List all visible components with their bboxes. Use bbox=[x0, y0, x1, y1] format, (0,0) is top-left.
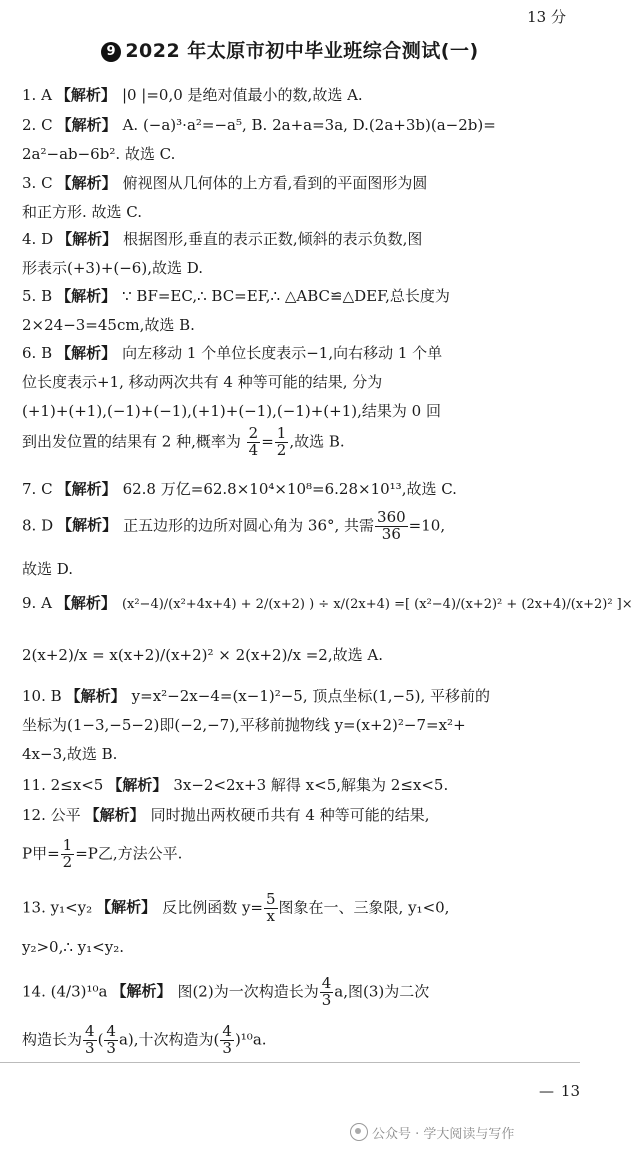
analysis-tag: 【解析】 bbox=[111, 982, 172, 1001]
watermark bbox=[350, 1123, 514, 1142]
analysis-text: A. (−a)³·a²=−a⁵, B. 2a+a=3a, D.(2a+3b)(a−2b)= bbox=[122, 116, 496, 134]
footer-divider bbox=[0, 1062, 580, 1063]
analysis-text: a),十次构造为( bbox=[118, 1030, 220, 1049]
answer-number: 12. 公平 bbox=[22, 806, 81, 824]
analysis-tag: 【解析】 bbox=[56, 287, 117, 305]
page-score-label: 13 分 bbox=[527, 8, 566, 26]
analysis-text: 2×24−3=45cm,故选 B. bbox=[22, 316, 195, 334]
analysis-tag: 【解析】 bbox=[56, 116, 117, 134]
analysis-tag: 【解析】 bbox=[56, 344, 117, 362]
analysis-text: 2a²−ab−6b². 故选 C. bbox=[22, 145, 176, 163]
analysis-text: 2(x+2)/x = x(x+2)/(x+2)² × 2(x+2)/x =2,故选 A. bbox=[22, 646, 383, 664]
answer-number: 6. B bbox=[22, 344, 53, 362]
wechat-icon bbox=[350, 1123, 368, 1141]
answer-number: 8. D bbox=[22, 516, 54, 535]
analysis-tag: 【解析】 bbox=[84, 806, 145, 824]
analysis-tag: 【解析】 bbox=[55, 86, 116, 104]
answer-number: 1. A bbox=[22, 86, 52, 104]
answer-number: 5. B bbox=[22, 287, 53, 305]
analysis-text: 俯视图从几何体的上方看,看到的平面图形为圆 bbox=[122, 174, 428, 192]
analysis-text: 构造长为 bbox=[22, 1030, 83, 1049]
fraction: $\frac{4}{3}$ bbox=[222, 1022, 232, 1057]
answer-number: 14. (4/3)¹⁰a bbox=[22, 982, 108, 1001]
analysis-tag: 【解析】 bbox=[65, 687, 126, 705]
analysis-text: y=x²−2x−4=(x−1)²−5, 顶点坐标(1,−5), 平移前的 bbox=[131, 687, 491, 705]
fraction: $\frac{4}{3}$ bbox=[85, 1022, 95, 1057]
answer-number: 3. C bbox=[22, 174, 53, 192]
fraction: $\frac{1}{2}$ bbox=[62, 836, 73, 871]
analysis-tag: 【解析】 bbox=[56, 480, 117, 498]
answer-number: 10. B bbox=[22, 687, 62, 705]
answer-number: 11. 2≤x<5 bbox=[22, 776, 104, 794]
analysis-text: 和正方形. 故选 C. bbox=[22, 203, 143, 221]
analysis-text: 正五边形的边所对圆心角为 36°, 共需 bbox=[123, 516, 375, 535]
analysis-tag: 【解析】 bbox=[107, 776, 168, 794]
fraction: $\frac{5}{x}$ bbox=[266, 890, 276, 925]
analysis-text: =P乙,方法公平. bbox=[75, 844, 183, 863]
analysis-text: 根据图形,垂直的表示正数,倾斜的表示负数,图 bbox=[123, 230, 423, 248]
answer-number: 13. y₁<y₂ bbox=[22, 898, 93, 917]
analysis-tag: 【解析】 bbox=[96, 898, 157, 917]
fraction: $\frac{4}{3}$ bbox=[106, 1022, 116, 1057]
analysis-text: 到出发位置的结果有 2 种,概率为 bbox=[22, 432, 241, 451]
analysis-text: 同时抛出两枚硬币共有 4 种等可能的结果, bbox=[150, 806, 430, 824]
analysis-tag: 【解析】 bbox=[57, 516, 118, 535]
answer-number: 7. C bbox=[22, 480, 53, 498]
analysis-tag: 【解析】 bbox=[55, 594, 116, 612]
analysis-text: a,图(3)为二次 bbox=[334, 982, 430, 1001]
analysis-text: 图(2)为一次构造长为 bbox=[177, 982, 319, 1001]
analysis-text: 反比例函数 y= bbox=[162, 898, 263, 917]
analysis-text: 形表示(+3)+(−6),故选 D. bbox=[22, 259, 203, 277]
answer-number: 4. D bbox=[22, 230, 54, 248]
analysis-text: 位长度表示+1, 移动两次共有 4 种等可能的结果, 分为 bbox=[22, 373, 383, 391]
answer-number: 2. C bbox=[22, 116, 53, 134]
fraction: $\frac{1}{2}$ bbox=[276, 424, 287, 459]
analysis-text: ,故选 B. bbox=[289, 432, 345, 451]
page-number: 13 bbox=[560, 1082, 580, 1100]
analysis-text: =10, bbox=[408, 516, 446, 535]
analysis-text: )¹⁰a. bbox=[234, 1030, 267, 1049]
analysis-text: 3x−2<2x+3 解得 x<5,解集为 2≤x<5. bbox=[173, 776, 449, 794]
analysis-text: (+1)+(+1),(−1)+(−1),(+1)+(−1),(−1)+(+1),结果为 0 回 bbox=[22, 402, 441, 420]
analysis-text: 62.8 万亿=62.8×10⁴×10⁸=6.28×10¹³,故选 C. bbox=[122, 480, 457, 498]
analysis-text: 向左移动 1 个单位长度表示−1,向右移动 1 个单 bbox=[122, 344, 443, 362]
analysis-text: (x²−4)/(x²+4x+4) + 2/(x+2) ) ÷ x/(2x+4) =[ (x²−4)/(x+2)² + (2x+4)/(x+2)² ]× bbox=[121, 597, 633, 612]
page-title bbox=[0, 36, 580, 63]
analysis-text: ( bbox=[97, 1030, 104, 1049]
analysis-text: y₂>0,∴ y₁<y₂. bbox=[22, 938, 124, 956]
analysis-text: 图象在一、三象限, y₁<0, bbox=[278, 898, 450, 917]
analysis-text: 坐标为(1−3,−5−2)即(−2,−7),平移前抛物线 y=(x+2)²−7=x²+ bbox=[22, 716, 466, 734]
analysis-text: 4x−3,故选 B. bbox=[22, 745, 118, 763]
title-text: 2022 年太原市初中毕业班综合测试(一) bbox=[125, 40, 479, 62]
fraction: $\frac{4}{3}$ bbox=[321, 974, 332, 1009]
footer-dash: — bbox=[539, 1082, 554, 1100]
fraction: $\frac{2}{4}$ bbox=[248, 424, 259, 459]
fraction: $\frac{360}{36}$ bbox=[377, 508, 406, 543]
analysis-tag: 【解析】 bbox=[56, 174, 117, 192]
analysis-text: |0 |=0,0 是绝对值最小的数,故选 A. bbox=[121, 86, 363, 104]
answer-number: 9. A bbox=[22, 594, 52, 612]
watermark-text: 公众号 · 学大阅读与写作 bbox=[372, 1127, 515, 1142]
title-number-badge: 9 bbox=[101, 42, 121, 62]
analysis-text: P甲= bbox=[22, 844, 60, 863]
analysis-tag: 【解析】 bbox=[57, 230, 118, 248]
analysis-text: 故选 D. bbox=[22, 560, 74, 578]
analysis-text: ∵ BF=EC,∴ BC=EF,∴ △ABC≌△DEF,总长度为 bbox=[122, 287, 450, 305]
